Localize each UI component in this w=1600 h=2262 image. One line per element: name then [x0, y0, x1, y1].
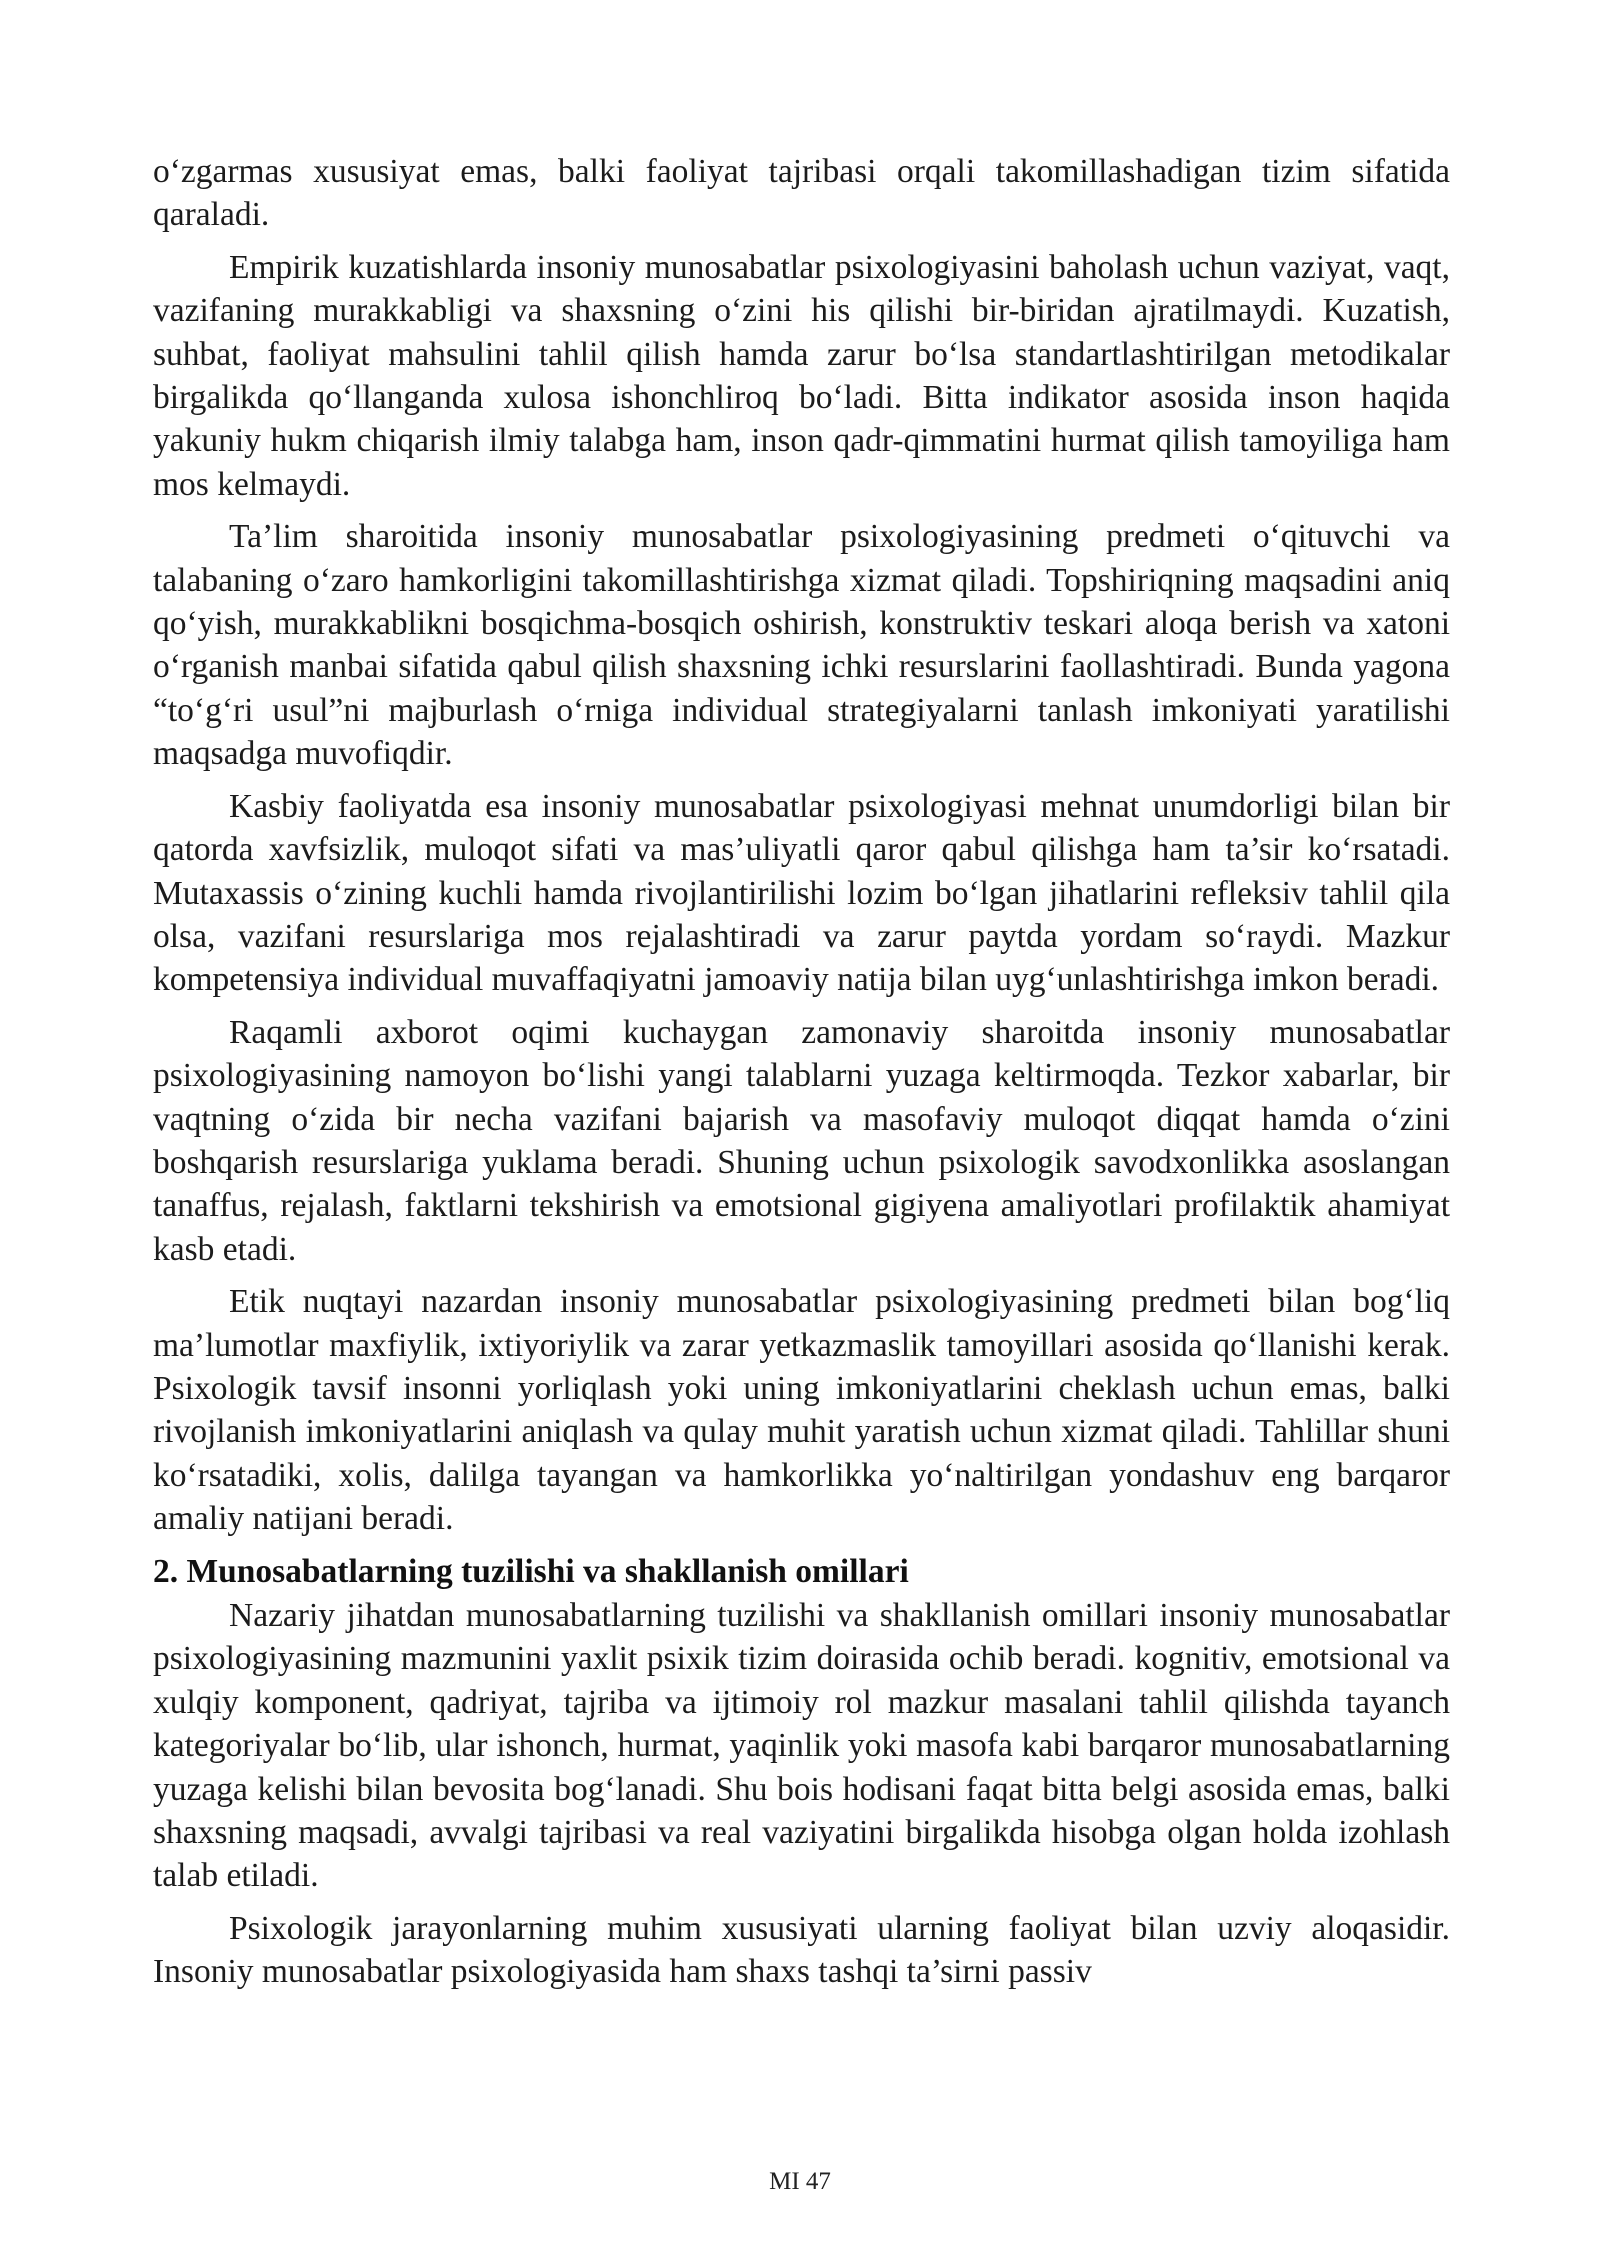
- page-number: MI 47: [769, 2168, 831, 2195]
- paragraph: Kasbiy faoliyatda esa insoniy munosabatlar psixologiyasi mehnat unumdorligi bilan bir qatorda xavfsizlik, muloqot sifati va mas’uliyatli qaror qabul qilishga ham ta’sir ko‘rsatadi. Mutaxassis o‘zining kuchli hamda rivojlantirilishi lozim bo‘lgan jihatlarini refleksiv tahlil qila olsa, vazifani resurslariga mos rejalashtiradi va zarur paytda yordam so‘raydi. Mazkur kompetensiya individual muvaffaqiyatni jamoaviy natija bilan uyg‘unlashtirishga imkon beradi.: [153, 787, 1450, 999]
- paragraph: Raqamli axborot oqimi kuchaygan zamonaviy sharoitda insoniy munosabatlar psixologiyasining namoyon bo‘lishi yangi talablarni yuzaga keltirmoqda. Tezkor xabarlar, bir vaqtning o‘zida bir necha vazifani bajarish va masofaviy muloqot diqqat hamda o‘zini boshqarish resurslariga yuklama beradi. Shuning uchun psixologik savodxonlikka asoslangan tanaffus, rejalash, faktlarni tekshirish va emotsional gigiyena amaliyotlari profilaktik ahamiyat kasb etadi.: [153, 1013, 1450, 1268]
- section-heading: 2. Munosabatlarning tuzilishi va shakllanish omillari: [153, 1552, 909, 1590]
- paragraph-continued: o‘zgarmas xususiyat emas, balki faoliyat tajribasi orqali takomillashadigan tizim sifatida qaraladi.: [153, 153, 1450, 234]
- paragraph: Empirik kuzatishlarda insoniy munosabatlar psixologiyasini baholash uchun vaziyat, vaqt, vazifaning murakkabligi va shaxsning o‘zini his qilishi bir-biridan ajratilmaydi. Kuzatish, suhbat, faoliyat mahsulini tahlil qilish hamda zarur bo‘lsa standartlashtirilgan metodikalar birgalikda qo‘llanganda xulosa ishonchliroq bo‘ladi. Bitta indikator asosida inson haqida yakuniy hukm chiqarish ilmiy talabga ham, inson qadr-qimmatini hurmat qilish tamoyiliga ham mos kelmaydi.: [153, 248, 1450, 503]
- paragraph: Ta’lim sharoitida insoniy munosabatlar psixologiyasining predmeti o‘qituvchi va talabaning o‘zaro hamkorligini takomillashtirishga xizmat qiladi. Topshiriqning maqsadini aniq qo‘yish, murakkablikni bosqichma-bosqich oshirish, konstruktiv teskari aloqa berish va xatoni o‘rganish manbai sifatida qabul qilish shaxsning ichki resurslarini faollashtiradi. Bunda yagona “to‘g‘ri usul”ni majburlash o‘rniga individual strategiyalarni tanlash imkoniyati yaratilishi maqsadga muvofiqdir.: [153, 518, 1450, 773]
- paragraph: Nazariy jihatdan munosabatlarning tuzilishi va shakllanish omillari insoniy munosabatlar psixologiyasining mazmunini yaxlit psixik tizim doirasida ochib beradi. kognitiv, emotsional va xulqiy komponent, qadriyat, tajriba va ijtimoiy rol mazkur masalani tahlil qilishda tayanch kategoriyalar bo‘lib, ular ishonch, hurmat, yaqinlik yoki masofa kabi barqaror munosabatlarning yuzaga kelishi bilan bevosita bog‘lanadi. Shu bois hodisani faqat bitta belgi asosida emas, balki shaxsning maqsadi, avvalgi tajribasi va real vaziyatini birgalikda hisobga olgan holda izohlash talab etiladi.: [153, 1597, 1450, 1895]
- paragraph: Etik nuqtayi nazardan insoniy munosabatlar psixologiyasining predmeti bilan bog‘liq ma’lumotlar maxfiylik, ixtiyoriylik va zarar yetkazmaslik tamoyillari asosida qo‘llanishi kerak. Psixologik tavsif insonni yorliqlash yoki uning imkoniyatlarini cheklash uchun emas, balki rivojlanish imkoniyatlarini aniqlash va qulay muhit yaratish uchun xizmat qiladi. Tahlillar shuni ko‘rsatadiki, xolis, dalilga tayangan va hamkorlikka yo‘naltirilgan yondashuv eng barqaror amaliy natijani beradi.: [153, 1283, 1450, 1538]
- paragraph: Psixologik jarayonlarning muhim xususiyati ularning faoliyat bilan uzviy aloqasidir. Insoniy munosabatlar psixologiyasida ham shaxs tashqi ta’sirni passiv: [153, 1909, 1450, 1991]
- page-body: [153, 150, 1450, 2003]
